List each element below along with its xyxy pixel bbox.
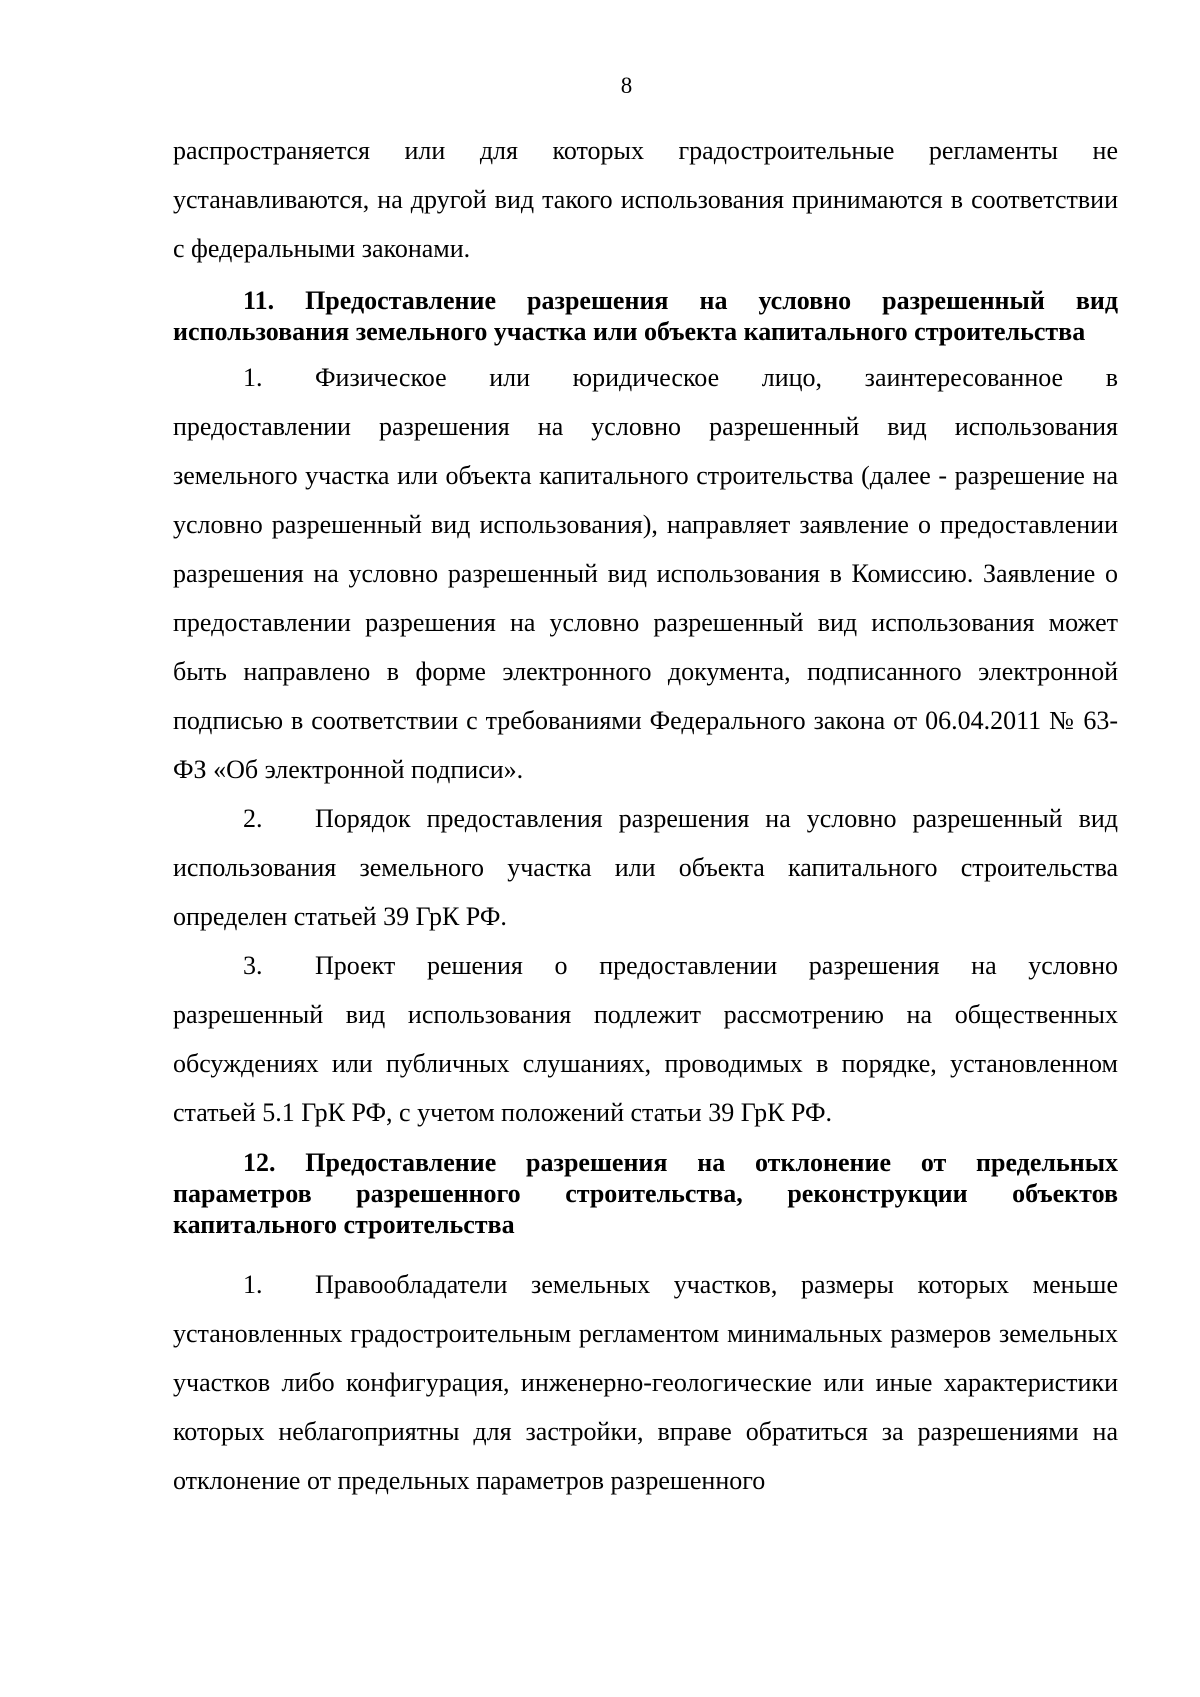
section-11-item-1 [173, 353, 1118, 794]
item-number: 1. [243, 1270, 263, 1299]
item-text: Физическое или юридическое лицо, заинтересованное в предоставлении разрешения на условно разрешенный вид использования земельного участка или объекта капитального строительства (далее - разрешение на условно разрешенный вид использования), направляет заявление о предоставлении разрешения на условно разрешенный вид использования в Комиссию. Заявление о предоставлении разрешения на условно разрешенный вид использования может быть направлено в форме электронного документа, подписанного электронной подписью в соответствии с требованиями Федерального закона от 06.04.2011 № 63-ФЗ «Об электронной подписи». [173, 363, 1118, 784]
item-text: Проект решения о предоставлении разрешения на условно разрешенный вид использования подлежит рассмотрению на общественных обсуждениях или публичных слушаниях, проводимых в порядке, установленном статьей 5.1 ГрК РФ, с учетом положений статьи 39 ГрК РФ. [173, 951, 1118, 1127]
item-text: Правообладатели земельных участков, размеры которых меньше установленных градостроительным регламентом минимальных размеров земельных участков либо конфигурация, инженерно-геологические или иные характеристики которых неблагоприятны для застройки, вправе обратиться за разрешениями на отклонение от предельных параметров разрешенного [173, 1270, 1118, 1495]
item-number: 3. [243, 951, 263, 980]
intro-paragraph: распространяется или для которых градостроительные регламенты не устанавливаются, на другой вид такого использования принимаются в соответствии с федеральными законами. [173, 136, 1118, 263]
item-number: 1. [243, 363, 263, 392]
section-11-item-3 [173, 941, 1118, 1137]
section-12-heading: 12. Предоставление разрешения на отклонение от предельных параметров разрешенного строительства, реконструкции объектов капитального строительства [173, 1148, 1118, 1239]
item-text: Порядок предоставления разрешения на условно разрешенный вид использования земельного участка или объекта капитального строительства определен статьей 39 ГрК РФ. [173, 804, 1118, 931]
section-11-item-2 [173, 794, 1118, 941]
section-12-item-1 [173, 1260, 1118, 1505]
item-number: 2. [243, 804, 263, 833]
document-body [173, 126, 1118, 1505]
section-11-heading: 11. Предоставление разрешения на условно разрешенный вид использования земельного участка или объекта капитального строительства [173, 286, 1118, 346]
page-number: 8 [620, 73, 633, 98]
